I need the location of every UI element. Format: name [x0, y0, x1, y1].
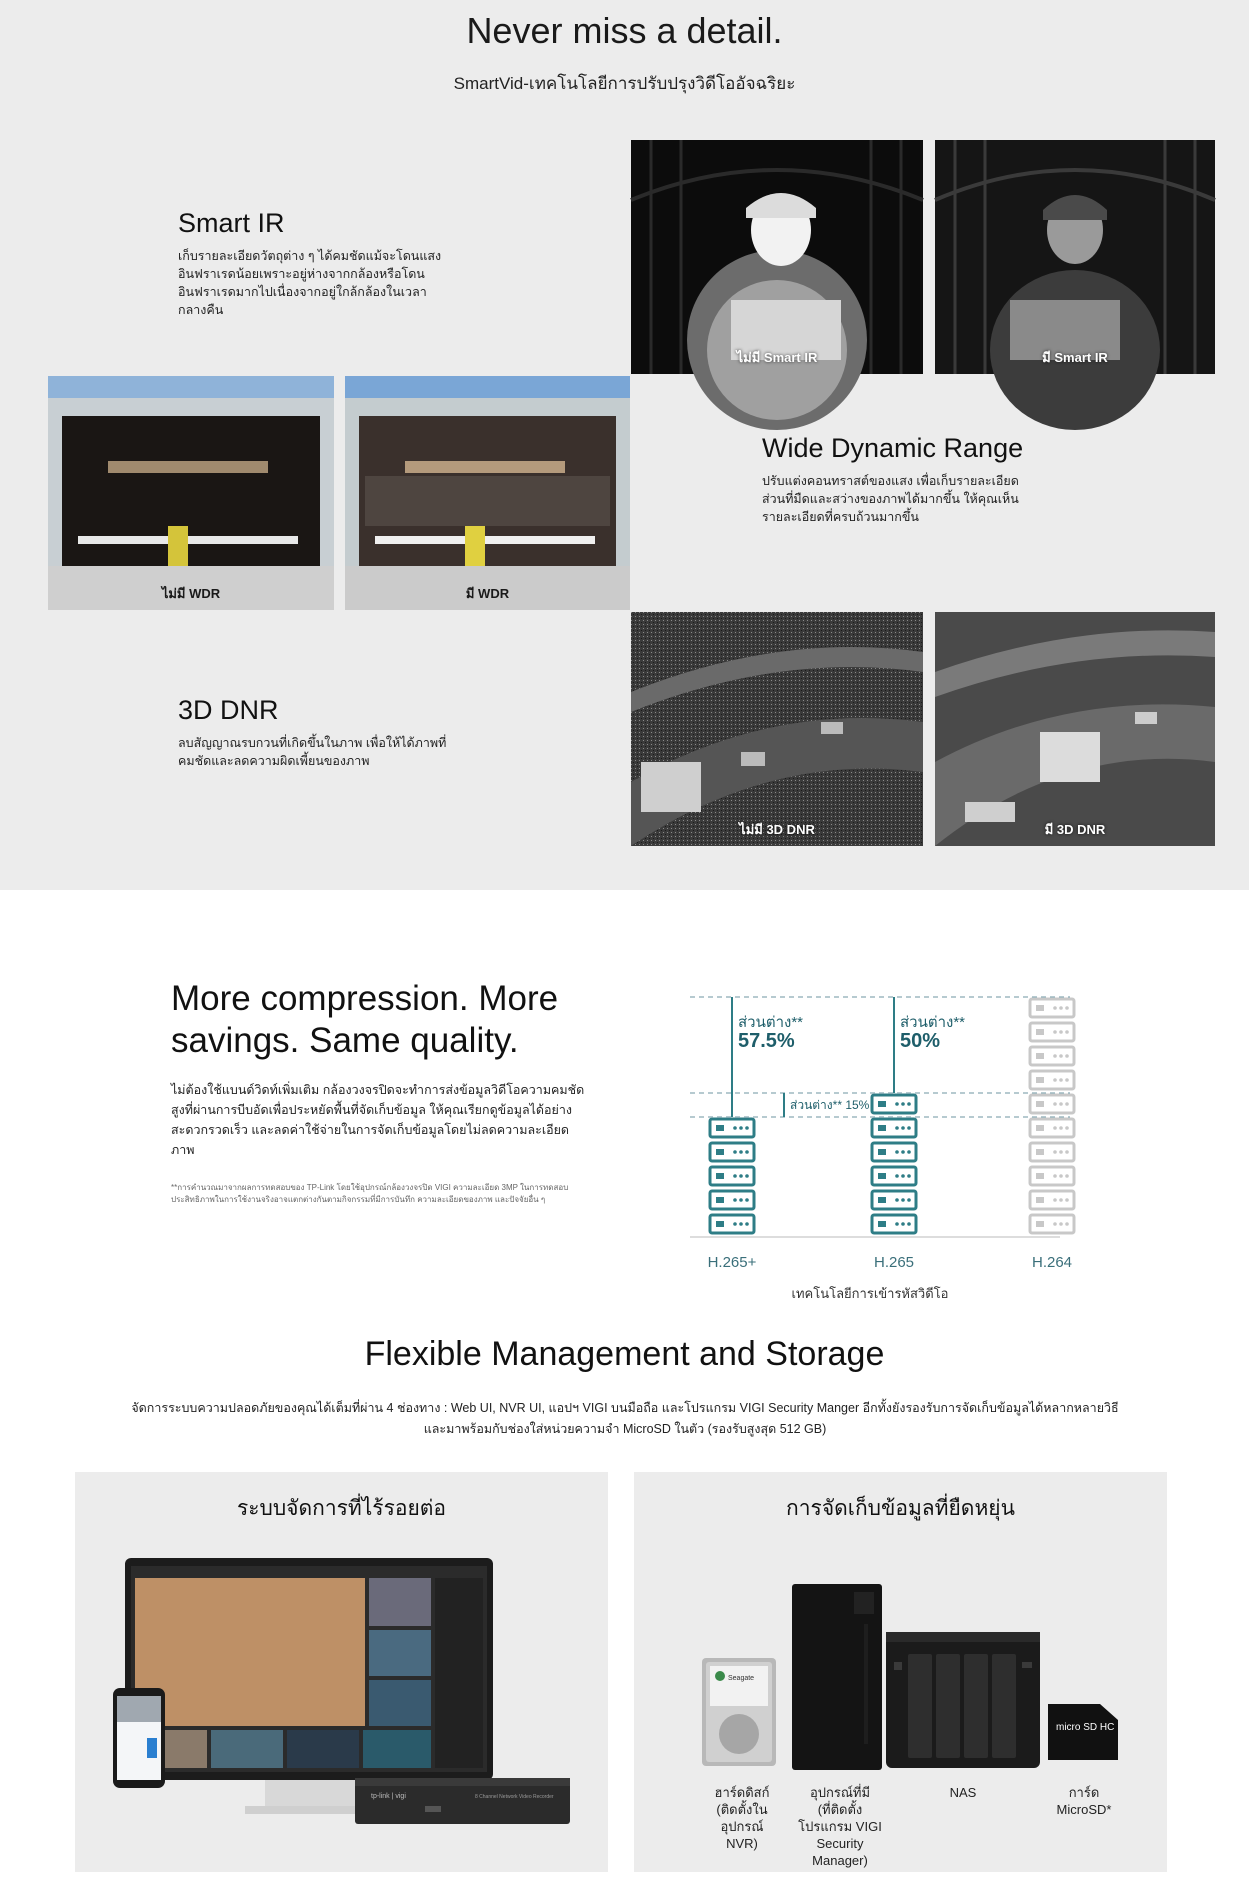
wdr-feature	[762, 430, 1032, 526]
annotation-value: 50%	[900, 1030, 941, 1052]
device-label-microsd: การ์ด MicroSD*	[1056, 1785, 1112, 1817]
wdr-without-label: ไม่มี WDR	[161, 586, 221, 601]
compression-chart-svg	[670, 985, 1073, 1301]
dnr-with-photo	[935, 612, 1215, 846]
x-axis-label: เทคโนโลยีการเข้ารหัสวิดีโอ	[791, 1286, 949, 1301]
microsd-icon	[1048, 1704, 1118, 1760]
nvr-brand: tp-link | vigi	[371, 1793, 406, 1800]
vigi-devices-illustration	[125, 1558, 575, 1858]
pc-tower-icon	[792, 1584, 882, 1770]
x-tick-label: H.265+	[707, 1254, 757, 1271]
annotation-label: ส่วนต่าง**	[900, 1014, 965, 1031]
device-label-pc: อุปกรณ์ที่มี (ที่ติดตั้ง โปรแกรม VIGI Security Manager)	[798, 1785, 882, 1868]
dnr-without-label: ไม่มี 3D DNR	[739, 822, 815, 837]
wdr-desc: ปรับแต่งคอนทราสต์ของแสง เพื่อเก็บรายละเอียดส่วนที่มืดและสว่างของภาพได้มากขึ้น ให้คุณเห็นรายละเอียดที่ครบถ้วนมากขึ้น	[762, 474, 1019, 524]
section-subtitle: SmartVid-เทคโนโลยีการปรับปรุงวิดีโออัจฉริยะ	[453, 74, 796, 93]
sd-card-text: micro SD HC	[1056, 1722, 1115, 1733]
management-card-title: ระบบจัดการที่ไร้รอยต่อ	[236, 1497, 447, 1520]
dnr-title: 3D DNR	[178, 695, 279, 725]
storage-card-title: การจัดเก็บข้อมูลที่ยืดหยุ่น	[786, 1497, 1015, 1520]
smart-ir-with-label: มี Smart IR	[1042, 350, 1108, 365]
smart-ir-without-label: ไม่มี Smart IR	[736, 350, 818, 365]
x-tick-label: H.264	[1031, 1254, 1073, 1271]
x-tick-label: H.265	[873, 1254, 915, 1271]
compression-desc: ไม่ต้องใช้แบนด์วิดท์เพิ่มเติม กล้องวงจรปิดจะทำการส่งข้อมูลวิดีโอความคมชัดสูงที่ผ่านการบีบอัดเพื่อประหยัดพื้นที่จัดเก็บข้อมูล ให้คุณเรียกดูข้อมูลได้อย่างสะดวกรวดเร็ว และลดค่าใช้จ่ายในการจัดเก็บข้อมูลโดยไม่ลดความละเอียดภาพ	[171, 1083, 585, 1157]
hdd-icon	[700, 1656, 778, 1768]
wdr-title: Wide Dynamic Range	[762, 433, 1024, 463]
wdr-with-label: มี WDR	[465, 586, 510, 601]
nvr-model: 8 Channel Network Video Recorder	[475, 1794, 554, 1800]
smart-ir-feature	[178, 205, 448, 319]
dnr-desc: ลบสัญญาณรบกวนที่เกิดขึ้นในภาพ เพื่อให้ได้ภาพที่คมชัดและลดความผิดเพี้ยนของภาพ	[178, 736, 447, 768]
hdd-brand: Seagate	[728, 1675, 755, 1682]
dnr-with-label: มี 3D DNR	[1044, 822, 1106, 837]
management-desc: จัดการระบบความปลอดภัยของคุณได้เต็มที่ผ่าน 4 ช่องทาง : Web UI, NVR UI, แอปฯ VIGI บนมือถือ และโปรแกรม VIGI Security Manger อีกทั้งยังรองรับการจัดเก็บข้อมูลได้หลากหลายวิธี และมาพร้อมกับช่องใส่หน่วยความจำ MicroSD ในตัว (รองรับสูงสุด 512 GB)	[131, 1401, 1119, 1436]
smart-ir-without-photo	[631, 140, 923, 374]
annotation-value: 57.5%	[738, 1030, 795, 1052]
dnr-without-photo	[631, 612, 923, 846]
management-card	[75, 1472, 608, 1872]
smart-ir-desc: เก็บรายละเอียดวัตถุต่าง ๆ ได้คมชัดแม้จะโดนแสงอินฟราเรดน้อยเพราะอยู่ห่างจากกล้องหรือโดนอินฟราเรดมากไปเนื่องจากอยู่ใกล้กล้องในเวลากลางคืน	[178, 249, 442, 317]
nas-icon	[886, 1632, 1040, 1768]
annotation-label: ส่วนต่าง**	[738, 1014, 803, 1031]
smart-ir-with-photo	[935, 140, 1215, 374]
management-title: Flexible Management and Storage	[364, 1335, 885, 1373]
section-title: Never miss a detail.	[466, 10, 783, 51]
device-label-nas: NAS	[949, 1785, 977, 1800]
dnr-feature	[178, 692, 448, 770]
wdr-without-photo	[48, 376, 334, 610]
device-label-hdd: ฮาร์ดดิสก์ (ติดตั้งใน อุปกรณ์ NVR)	[714, 1785, 770, 1851]
compression-footnote: **การคำนวณมาจากผลการทดสอบของ TP-Link โดยใช้อุปกรณ์กล้องวงจรปิด VIGI ความละเอียด 3MP ในการทดสอบ ประสิทธิภาพในการใช้งานจริงอาจแตกต่างกันตามกิจกรรมที่มีการบันทึก ความละเอียดของภาพ และปัจจัยอื่น ๆ	[171, 1183, 569, 1204]
compression-chart	[670, 985, 1073, 1301]
storage-card	[634, 1472, 1167, 1872]
wdr-with-photo	[345, 376, 630, 610]
smartvid-section	[0, 0, 1249, 890]
annotation-small: ส่วนต่าง** 15%	[790, 1098, 870, 1112]
compression-title: More compression. More savings. Same quality.	[171, 979, 559, 1060]
smart-ir-title: Smart IR	[178, 208, 285, 238]
